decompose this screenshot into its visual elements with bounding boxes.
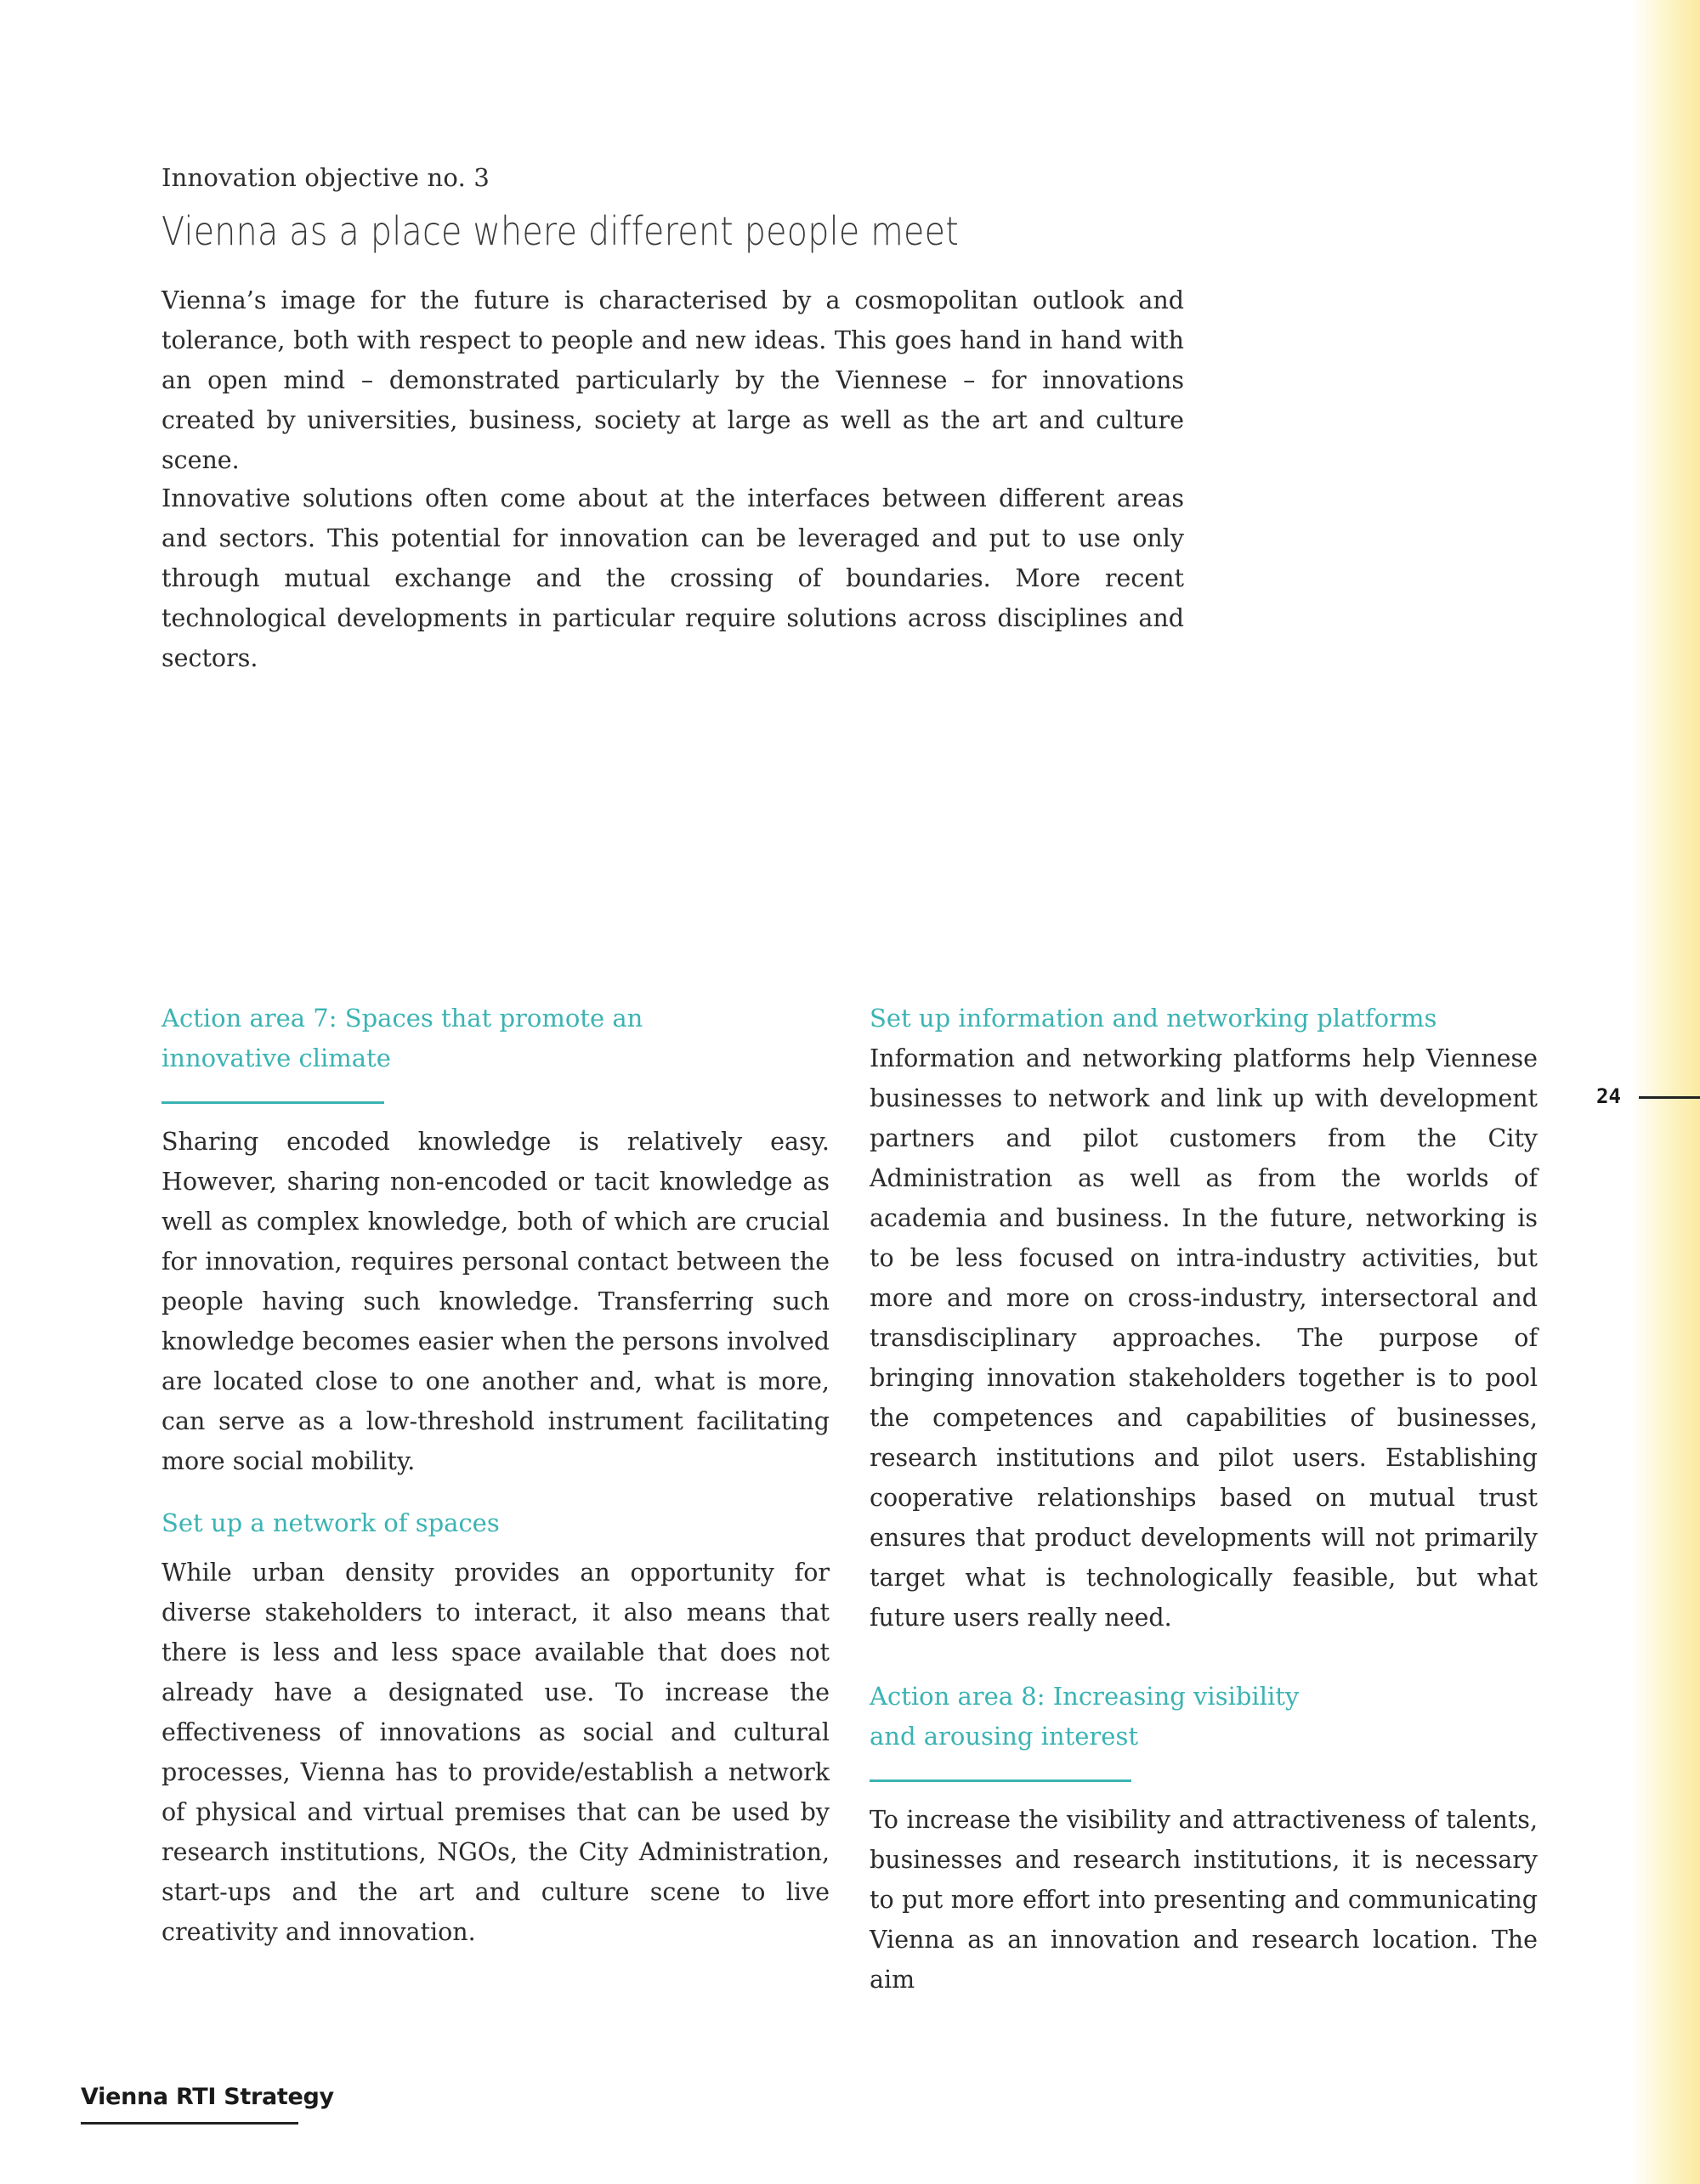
action-area-7-divider bbox=[162, 1101, 384, 1104]
action-area-7-heading-line-1: Action area 7: Spaces that promote an bbox=[162, 1004, 643, 1033]
right-paragraph-1: Information and networking platforms help Viennese businesses to network and link up with development partners and pilot customers from the City Administration as well as from the worlds of academia and business. In the future, networking is to be less focused on intra-industry activities, but more and more on cross-industry, intersectoral and transdisciplinary approaches. The purpose of bringing innovation stakeholders together is to pool the competences and capabilities of businesses, research institutions and pilot users. Establishing cooperative relationships based on mutual trust ensures that product developments will not primarily target what is technologically feasible, but what future users really need. bbox=[870, 1044, 1538, 1632]
footer-title: Vienna RTI Strategy bbox=[81, 2084, 334, 2110]
action-area-8-heading-line-1: Action area 8: Increasing visibility bbox=[870, 1682, 1300, 1711]
action-area-8-divider bbox=[870, 1779, 1131, 1782]
action-area-7-heading-line-2: innovative climate bbox=[162, 1044, 391, 1072]
intro-paragraph-1: Vienna’s image for the future is characterised by a cosmopolitan outlook and tolerance, both with respect to people and new ideas. This goes hand in hand with an open mind – demonstrated particularly by the Viennese – for innovations created by universities, business, society at large as well as the art and culture scene. bbox=[162, 286, 1184, 474]
page-number: 24 bbox=[1596, 1084, 1621, 1108]
right-column bbox=[870, 999, 1538, 2000]
page-title: Vienna as a place where different people meet bbox=[162, 208, 960, 254]
objective-kicker: Innovation objective no. 3 bbox=[162, 163, 490, 192]
left-paragraph-2: While urban density provides an opportunity for diverse stakeholders to interact, it also means that there is less and less space available that does not already have a designated use. To increase the effectiveness of innovations as social and cultural processes, Vienna has to provide/establish a network of physical and virtual premises that can be used by research institutions, NGOs, the City Administration, start-ups and the art and culture scene to live creativity and innovation. bbox=[162, 1559, 830, 1946]
intro-paragraph-2: Innovative solutions often come about at the interfaces between different areas and sectors. This potential for innovation can be leveraged and put to use only through mutual exchange and the crossing of boundaries. More recent technological developments in particular require solutions across disciplines and sectors. bbox=[162, 484, 1184, 672]
spaces-network-subheading: Set up a network of spaces bbox=[162, 1508, 500, 1537]
page-number-marker-line bbox=[1639, 1096, 1700, 1099]
left-column bbox=[162, 999, 830, 1952]
left-paragraph-1: Sharing encoded knowledge is relatively easy. However, sharing non-encoded or tacit knowledge as well as complex knowledge, both of which are crucial for innovation, requires personal contact between the people having such knowledge. Transferring such knowledge becomes easier when the persons involved are located close to one another and, what is more, can serve as a low-threshold instrument facilitating more social mobility. bbox=[162, 1128, 830, 1475]
footer-underline bbox=[81, 2122, 298, 2125]
side-color-strip bbox=[1632, 0, 1700, 2184]
platforms-subheading: Set up information and networking platforms bbox=[870, 1004, 1437, 1033]
action-area-8-heading-line-2: and arousing interest bbox=[870, 1722, 1138, 1751]
right-paragraph-2: To increase the visibility and attractiveness of talents, businesses and research institutions, it is necessary to put more effort into presenting and communicating Vienna as an innovation and research location. The aim bbox=[870, 1806, 1538, 1994]
